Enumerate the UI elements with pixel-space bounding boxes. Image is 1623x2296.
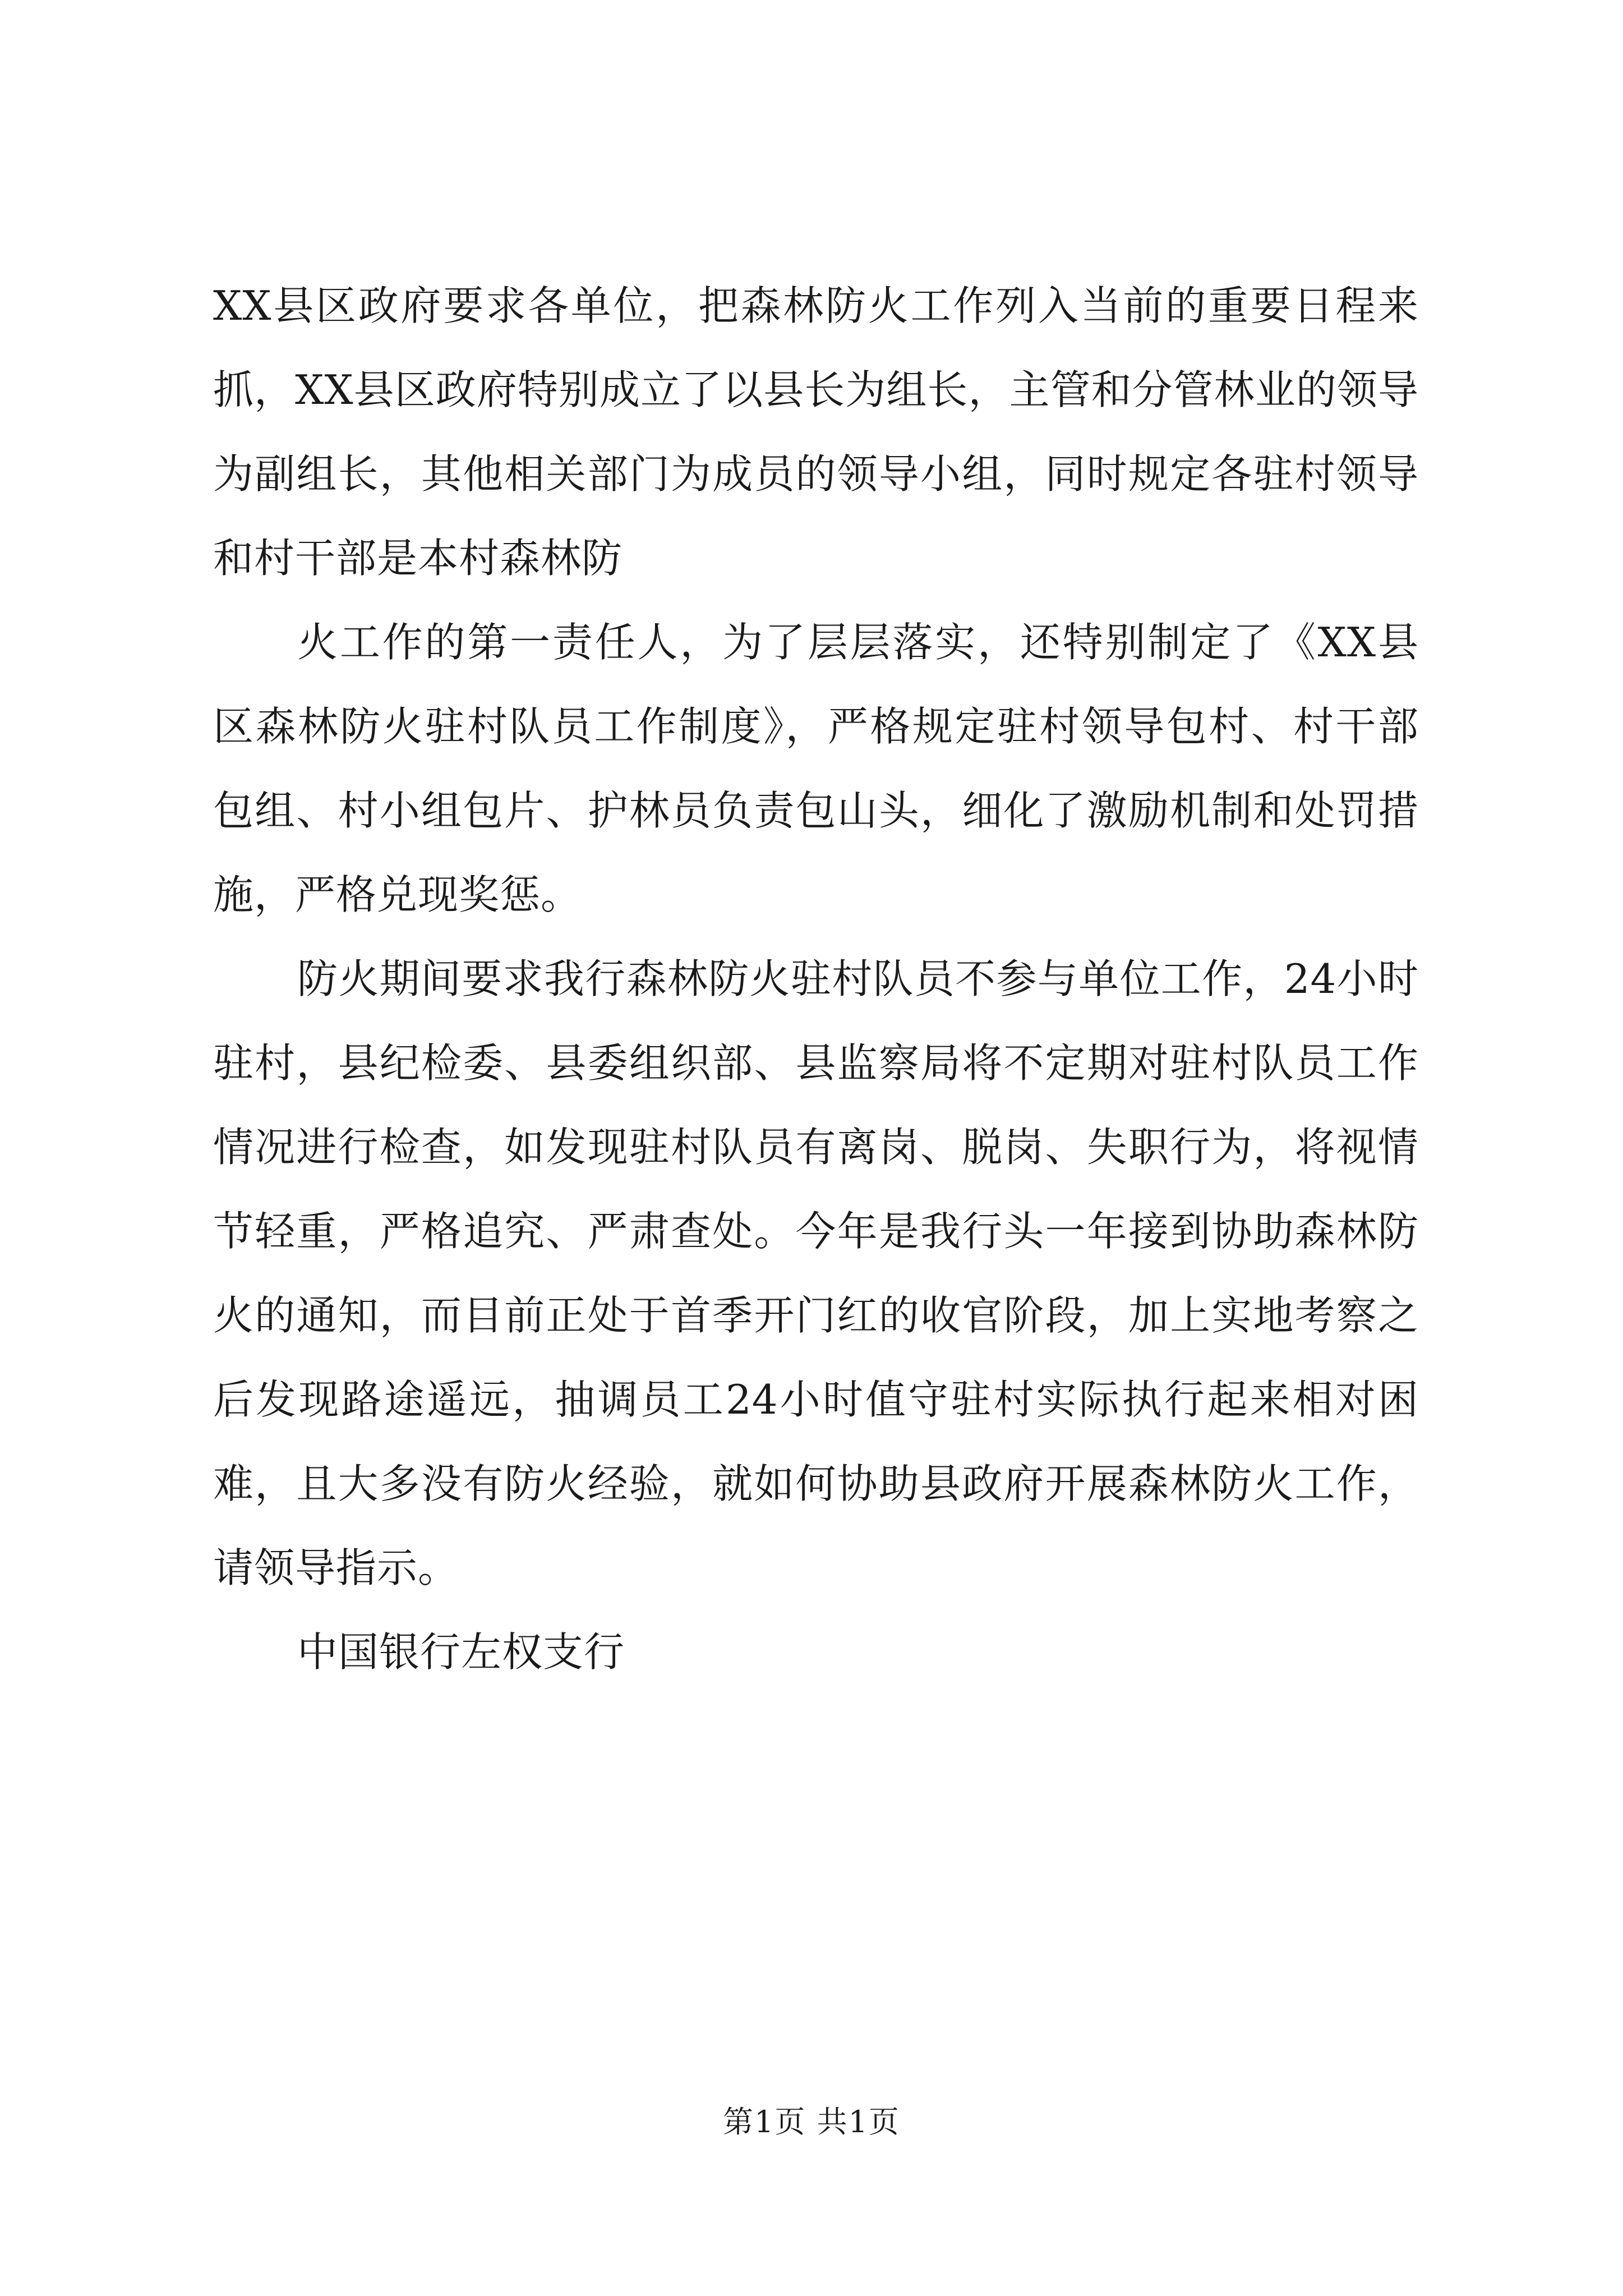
paragraph-2: 火工作的第一责任人，为了层层落实，还特别制定了《XX县区森林防火驻村队员工作制度》，严格规定驻村领导包村、村干部包组、村小组包片、护林员负责包山头，细化了激励机制和处罚措施，严格兑现奖惩。 xyxy=(213,619,1419,918)
paragraph-3: 防火期间要求我行森林防火驻村队员不参与单位工作，24小时驻村，县纪检委、县委组织部、县监察局将不定期对驻村队员工作情况进行检查，如发现驻村队员有离岗、脱岗、失职行为，将视情节轻重，严格追究、严肃查处。今年是我行头一年接到协助森林防火的通知，而目前正处于首季开门红的收官阶段，加上实地考察之后发现路途遥远，抽调员工24小时值守驻村实际执行起来相对困难，且大多没有防火经验，就如何协助县政府开展森林防火工作，请领导指示。 xyxy=(213,955,1419,1591)
paragraph-1: XX县区政府要求各单位，把森林防火工作列入当前的重要日程来抓，XX县区政府特别成立了以县长为组长，主管和分管林业的领导为副组长，其他相关部门为成员的领导小组，同时规定各驻村领导和村干部是本村森林防 xyxy=(213,282,1419,582)
signature-line: 中国银行左权支行 xyxy=(297,1628,625,1676)
document-body xyxy=(213,264,1419,1694)
page-footer: 第1页 共1页 xyxy=(723,2104,900,2139)
